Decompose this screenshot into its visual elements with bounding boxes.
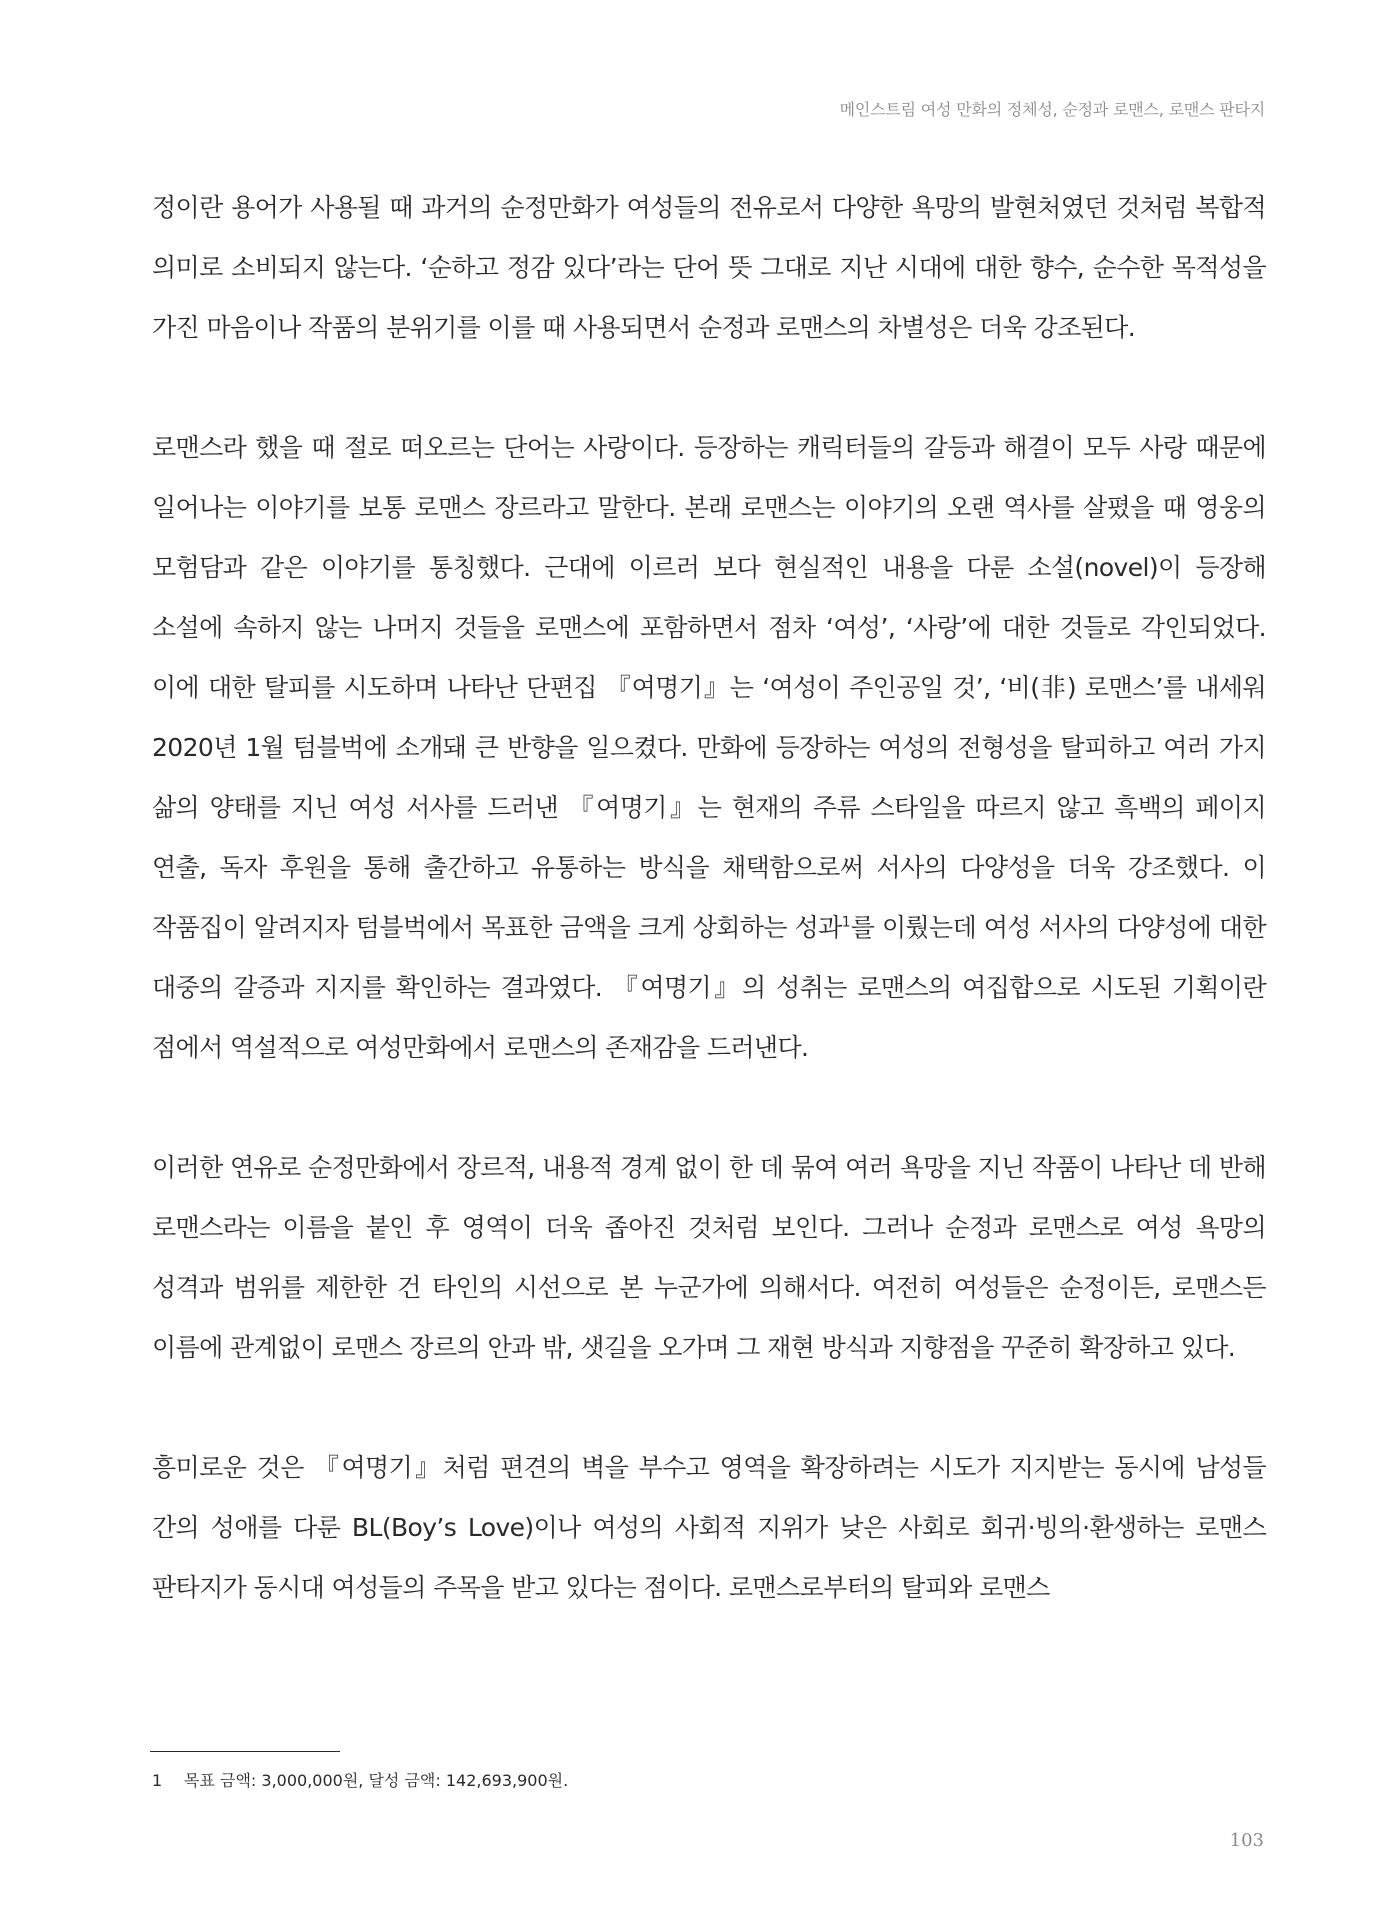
body-text	[152, 178, 1266, 1618]
paragraph-2	[152, 418, 1266, 1078]
running-header: 메인스트림 여성 만화의 정체성, 순정과 로맨스, 로맨스 판타지	[839, 100, 1265, 119]
paragraph-2-text-before: 로맨스라 했을 때 절로 떠오르는 단어는 사랑이다. 등장하는 캐릭터들의 갈등과 해결이 모두 사랑 때문에 일어나는 이야기를 보통 로맨스 장르라고 말한다. 본래 로맨스는 이야기의 오랜 역사를 살폈을 때 영웅의 모험담과 같은 이야기를 통칭했다. 근대에 이르러 보다 현실적인 내용을 다룬 소설(novel)이 등장해 소설에 속하지 않는 나머지 것들을 로맨스에 포함하면서 점차 ‘여성’, ‘사랑’에 대한 것들로 각인되었다. 이에 대한 탈피를 시도하며 나타난 단편집 『여명기』는 ‘여성이 주인공일 것’, ‘비(非) 로맨스’를 내세워 2020년 1월 텀블벅에 소개돼 큰 반향을 일으켰다. 만화에 등장하는 여성의 전형성을 탈피하고 여러 가지 삶의 양태를 지닌 여성 서사를 드러낸 『여명기』는 현재의 주류 스타일을 따르지 않고 흑백의 페이지 연출, 독자 후원을 통해 출간하고 유통하는 방식을 채택함으로써 서사의 다양성을 더욱 강조했다. 이 작품집이 알려지자 텀블벅에서 목표한 금액을 크게 상회하는 성과	[152, 433, 1266, 942]
page-number: 103	[1229, 1830, 1264, 1851]
paragraph-1: 정이란 용어가 사용될 때 과거의 순정만화가 여성들의 전유로서 다양한 욕망의 발현처였던 것처럼 복합적 의미로 소비되지 않는다. ‘순하고 정감 있다’라는 단어 뜻 그대로 지난 시대에 대한 향수, 순수한 목적성을 가진 마음이나 작품의 분위기를 이를 때 사용되면서 순정과 로맨스의 차별성은 더욱 강조된다.	[152, 193, 1266, 342]
paragraph-4: 흥미로운 것은 『여명기』처럼 편견의 벽을 부수고 영역을 확장하려는 시도가 지지받는 동시에 남성들 간의 성애를 다룬 BL(Boy’s Love)이나 여성의 사회적 지위가 낮은 사회로 회귀·빙의·환생하는 로맨스 판타지가 동시대 여성들의 주목을 받고 있다는 점이다. 로맨스로부터의 탈피와 로맨스	[152, 1453, 1266, 1602]
footnote-divider	[150, 1751, 340, 1752]
footnote-text: 목표 금액: 3,000,000원, 달성 금액: 142,693,900원.	[184, 1771, 569, 1790]
footnote-reference[interactable]: 1	[841, 914, 851, 931]
paragraph-2-text-after: 를 이뤘는데 여성 서사의 다양성에 대한 대중의 갈증과 지지를 확인하는 결과였다. 『여명기』의 성취는 로맨스의 여집합으로 시도된 기획이란 점에서 역설적으로 여성만화에서 로맨스의 존재감을 드러낸다.	[152, 913, 1266, 1062]
paragraph-3: 이러한 연유로 순정만화에서 장르적, 내용적 경계 없이 한 데 묶여 여러 욕망을 지닌 작품이 나타난 데 반해 로맨스라는 이름을 붙인 후 영역이 더욱 좁아진 것처럼 보인다. 그러나 순정과 로맨스로 여성 욕망의 성격과 범위를 제한한 건 타인의 시선으로 본 누군가에 의해서다. 여전히 여성들은 순정이든, 로맨스든 이름에 관계없이 로맨스 장르의 안과 밖, 샛길을 오가며 그 재현 방식과 지향점을 꾸준히 확장하고 있다.	[152, 1153, 1266, 1362]
footnote-number: 1	[152, 1771, 163, 1790]
footnote	[152, 1768, 568, 1791]
